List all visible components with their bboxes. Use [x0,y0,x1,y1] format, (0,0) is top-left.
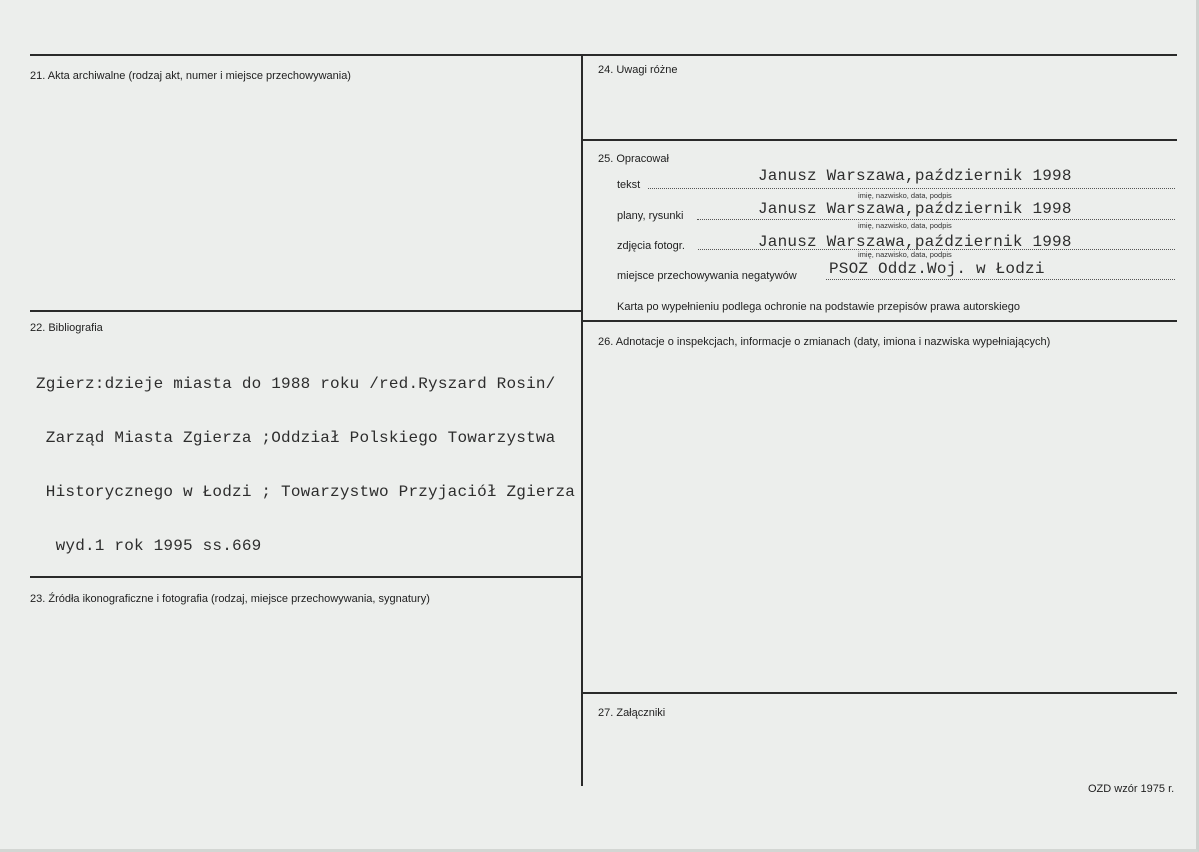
center-divider [581,55,583,786]
miejsce-line [826,279,1175,280]
plany-value: Janusz Warszawa,październik 1998 [758,200,1072,218]
rule-25-26 [582,320,1177,322]
rule-21-22 [30,310,582,312]
rule-24-25 [582,139,1177,141]
section-24-label: 24. Uwagi różne [598,64,678,76]
section-26-label: 26. Adnotacje o inspekcjach, informacje o zmianach (daty, imiona i nazwiska wypełniających) [598,336,1051,348]
section-25-label: 25. Opracował [598,153,669,165]
section-27-label: 27. Załączniki [598,707,666,719]
bibliography-text [36,339,575,591]
bibliography-line: Historycznego w Łodzi ; Towarzystwo Przyjaciół Zgierza [36,483,576,501]
bibliography-line: Zarząd Miasta Zgierza ;Oddział Polskiego Towarzystwa [36,429,556,447]
tekst-label: tekst [617,179,641,191]
section-21-label: 21. Akta archiwalne (rodzaj akt, numer i miejsce przechowywania) [30,70,351,82]
section-22-label: 22. Bibliografia [30,322,103,334]
zdjecia-caption: imię, nazwisko, data, podpis [858,250,952,259]
zdjecia-label: zdjęcia fotogr. [617,240,685,252]
tekst-line [648,188,1175,189]
tekst-caption: imię, nazwisko, data, podpis [858,191,952,200]
plany-caption: imię, nazwisko, data, podpis [858,221,952,230]
plany-label: plany, rysunki [617,210,684,222]
copyright-note: Karta po wypełnieniu podlega ochronie na podstawie przepisów prawa autorskiego [617,301,1020,313]
top-rule [30,54,1177,56]
tekst-value: Janusz Warszawa,październik 1998 [758,167,1072,185]
zdjecia-value: Janusz Warszawa,październik 1998 [758,233,1072,251]
miejsce-value: PSOZ Oddz.Woj. w Łodzi [829,260,1045,278]
rule-26-27 [582,692,1177,694]
form-id: OZD wzór 1975 r. [1088,783,1175,795]
section-23-label: 23. Źródła ikonograficzne i fotografia (rodzaj, miejsce przechowywania, sygnatury) [30,593,430,605]
bibliography-line: wyd.1 rok 1995 ss.669 [36,537,262,555]
miejsce-label: miejsce przechowywania negatywów [617,270,797,282]
bibliography-line: Zgierz:dzieje miasta do 1988 roku /red.Ryszard Rosin/ [36,375,556,393]
plany-line [697,219,1175,220]
